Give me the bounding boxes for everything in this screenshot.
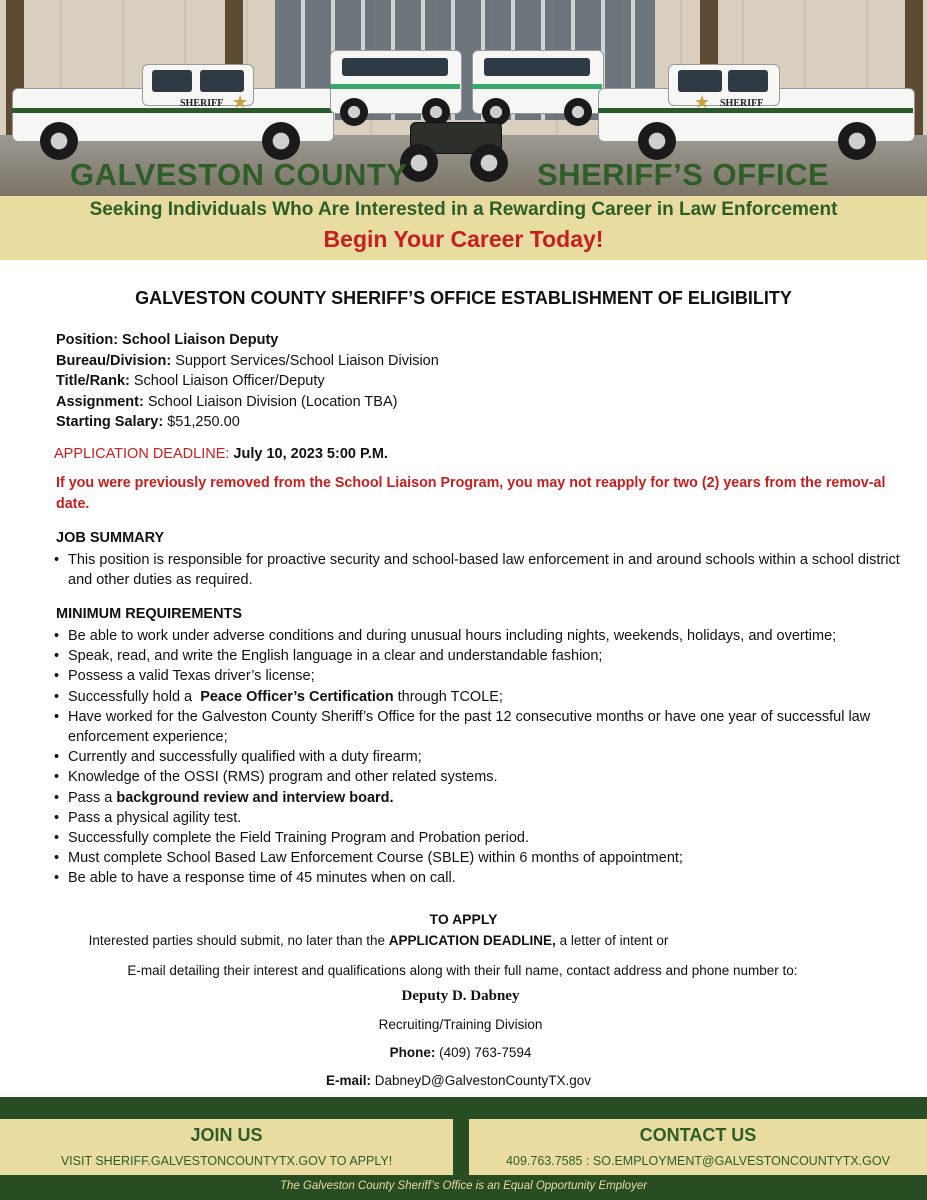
header-title-right: SHERIFF’S OFFICE bbox=[537, 157, 830, 192]
list-item: • Pass a background review and interview board. bbox=[52, 788, 902, 808]
contact-name: Deputy D. Dabney bbox=[401, 988, 520, 1004]
banner-cta: Begin Your Career Today! bbox=[323, 226, 604, 252]
job-summary-heading: JOB SUMMARY bbox=[56, 530, 165, 546]
title-rank-line: Title/Rank: School Liaison Officer/Deputy bbox=[56, 373, 325, 389]
list-item: • Knowledge of the OSSI (RMS) program and other related systems. bbox=[52, 767, 902, 787]
vehicle-label: SHERIFF bbox=[180, 98, 224, 109]
application-deadline: APPLICATION DEADLINE: July 10, 2023 5:00 P.M. bbox=[54, 446, 388, 462]
join-us-box bbox=[0, 1119, 453, 1175]
banner-tagline: Seeking Individuals Who Are Interested in a Rewarding Career in Law Enforcement bbox=[89, 199, 838, 220]
to-apply-heading: TO APPLY bbox=[429, 911, 498, 927]
list-item: • This position is responsible for proactive security and school-based law enforcement in and around schools within a school district and other duties as required. bbox=[52, 550, 902, 590]
join-us-link[interactable]: VISIT SHERIFF.GALVESTONCOUNTYTX.GOV TO APPLY! bbox=[60, 1154, 393, 1168]
requirements-list bbox=[52, 626, 902, 889]
join-us-heading: JOIN US bbox=[190, 1125, 263, 1145]
contact-us-text[interactable]: 409.763.7585 : SO.EMPLOYMENT@GALVESTONCOUNTYTX.GOV bbox=[506, 1154, 890, 1168]
header-photo bbox=[0, 0, 927, 196]
atv bbox=[400, 118, 510, 184]
email-link[interactable]: DabneyD@GalvestonCountyTX.gov bbox=[374, 1073, 592, 1088]
list-item: • Be able to work under adverse conditions and during unusual hours including nights, weekends, holidays, and overtime; bbox=[52, 626, 902, 646]
sheriff-truck-right bbox=[598, 60, 913, 160]
list-item: • Be able to have a response time of 45 minutes when on call. bbox=[52, 868, 902, 888]
contact-division: Recruiting/Training Division bbox=[378, 1017, 543, 1032]
contact-email: E-mail: DabneyD@GalvestonCountyTX.gov bbox=[325, 1073, 592, 1088]
bureau-line: Bureau/Division: Support Services/School Liaison Division bbox=[56, 352, 439, 369]
contact-us-box bbox=[469, 1119, 927, 1175]
job-summary-list bbox=[52, 550, 902, 590]
list-item: • Successfully hold a Peace Officer’s Certification through TCOLE; bbox=[52, 687, 902, 707]
header-title-left: GALVESTON COUNTY bbox=[70, 157, 408, 192]
apply-instructions-2: E-mail detailing their interest and qualifications along with their full name, contact address and phone number to: bbox=[127, 963, 798, 978]
list-item: • Currently and successfully qualified with a duty firearm; bbox=[52, 747, 902, 767]
list-item: • Have worked for the Galveston County Sheriff’s Office for the past 12 consecutive months or have one year of successful law enforcement experience; bbox=[52, 707, 902, 747]
eeo-statement: The Galveston County Sheriff’s Office is an Equal Opportunity Employer bbox=[279, 1180, 648, 1192]
star-badge-icon: ★ bbox=[694, 92, 711, 112]
page-title: GALVESTON COUNTY SHERIFF’S OFFICE ESTABLISHMENT OF ELIGIBILITY bbox=[135, 288, 792, 308]
list-item: • Must complete School Based Law Enforcement Course (SBLE) within 6 months of appointment; bbox=[52, 848, 902, 868]
apply-instructions-1: Interested parties should submit, no later than the APPLICATION DEADLINE, a letter of intent or bbox=[88, 933, 669, 948]
reapply-warning: If you were previously removed from the School Liaison Program, you may not reapply for two (2) years from the remov-al date. bbox=[56, 475, 886, 512]
contact-phone: Phone: (409) 763-7594 bbox=[389, 1045, 532, 1060]
position-line: Position: School Liaison Deputy bbox=[56, 332, 279, 348]
min-requirements-heading: MINIMUM REQUIREMENTS bbox=[56, 606, 243, 622]
star-badge-icon: ★ bbox=[232, 92, 249, 112]
recruitment-banner bbox=[0, 196, 927, 260]
list-item: • Possess a valid Texas driver’s license; bbox=[52, 666, 902, 686]
position-details bbox=[56, 330, 439, 433]
vehicle-label: SHERIFF bbox=[720, 98, 764, 109]
assignment-line: Assignment: School Liaison Division (Location TBA) bbox=[56, 393, 398, 410]
salary-line: Starting Salary: $51,250.00 bbox=[56, 414, 240, 430]
contact-us-heading: CONTACT US bbox=[639, 1125, 757, 1145]
list-item: • Pass a physical agility test. bbox=[52, 808, 902, 828]
list-item: • Successfully complete the Field Training Program and Probation period. bbox=[52, 828, 902, 848]
footer bbox=[0, 1097, 927, 1200]
list-item: • Speak, read, and write the English language in a clear and understandable fashion; bbox=[52, 646, 902, 666]
sheriff-truck-left bbox=[12, 60, 332, 160]
